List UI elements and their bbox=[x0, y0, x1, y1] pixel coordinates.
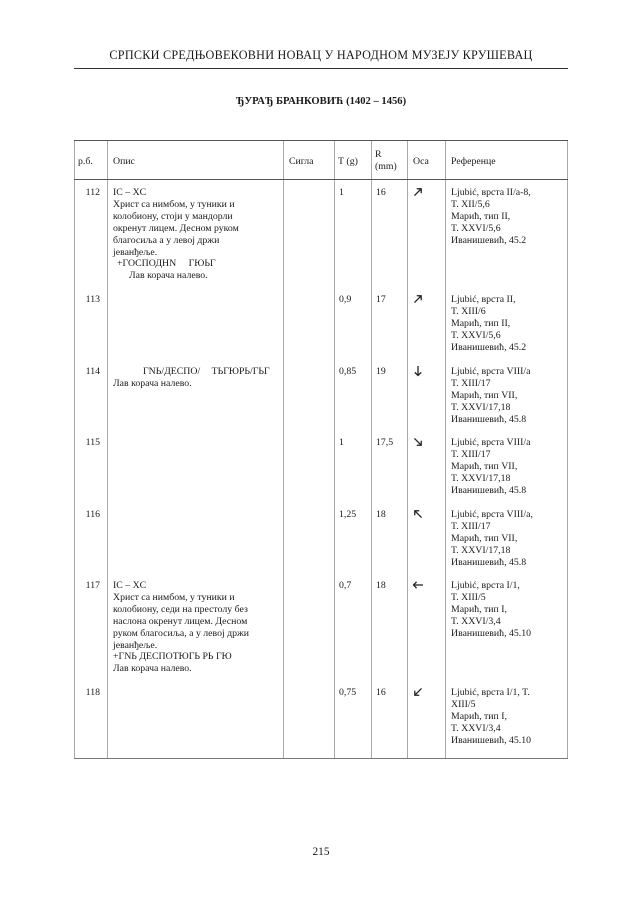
arrow-northeast-icon bbox=[412, 186, 426, 200]
reference-line: T. XXVI/17,18 bbox=[451, 544, 511, 556]
table-border-left bbox=[74, 141, 75, 758]
reference-line: Иванишевић, 45.10 bbox=[451, 627, 532, 639]
row-radius: 19 bbox=[376, 366, 386, 377]
arrow-southwest-icon bbox=[412, 686, 426, 700]
reference-line: Иванишевић, 45.2 bbox=[451, 341, 527, 353]
description-line: колобиону, стоји у мандорли bbox=[113, 210, 233, 222]
arrow-southeast-icon bbox=[412, 436, 426, 450]
reference-line: Иванишевић, 45.10 bbox=[451, 734, 532, 746]
reference-line: Марић, тип VII, bbox=[451, 460, 518, 472]
description-line: руком благосиља, а у левој држи bbox=[113, 627, 250, 639]
description-line: наслона окренут лицем. Десном bbox=[113, 615, 248, 627]
header-reference: Референце bbox=[451, 156, 496, 167]
description-line: окренут лицем. Десном руком bbox=[113, 222, 239, 234]
row-description bbox=[113, 366, 285, 390]
column-divider bbox=[107, 141, 108, 758]
reference-line: T. XII/5,6 bbox=[451, 198, 490, 210]
row-weight: 0,75 bbox=[339, 687, 357, 698]
row-reference bbox=[451, 580, 531, 640]
arrow-south-icon bbox=[412, 365, 426, 379]
header-rb: р.б. bbox=[78, 156, 93, 167]
column-divider bbox=[371, 141, 372, 758]
reference-line: Марић, тип II, bbox=[451, 317, 511, 329]
column-divider bbox=[407, 141, 408, 758]
reference-line: Марић, тип VII, bbox=[451, 532, 518, 544]
row-weight: 1,25 bbox=[339, 509, 357, 520]
reference-line: Ljubić, врста I/1, bbox=[451, 580, 520, 591]
reference-line: T. XXVI/17,18 bbox=[451, 401, 511, 413]
description-line: Христ са нимбом, у туники и bbox=[113, 198, 235, 210]
running-head: СРПСКИ СРЕДЊОВЕКОВНИ НОВАЦ У НАРОДНОМ МУЗЕЈУ КРУШЕВАЦ bbox=[109, 48, 533, 62]
reference-line: Марић, тип II, bbox=[451, 210, 511, 222]
description-line: IC – XC bbox=[113, 187, 147, 198]
row-reference bbox=[451, 509, 533, 569]
arrow-northeast-icon bbox=[412, 293, 426, 307]
description-line: Лав корача налево. bbox=[129, 270, 208, 282]
reference-line: Ljubić, врста VIII/a bbox=[451, 437, 531, 448]
header-radius: R bbox=[375, 149, 382, 160]
row-radius: 18 bbox=[376, 509, 386, 520]
legend-line: ГNЬ/ДЕСПО/ ТЬГЮРЬ/ГЬГ bbox=[143, 366, 270, 377]
reference-line: T. XIII/5 bbox=[451, 591, 486, 603]
reference-line: T. XIII/17 bbox=[451, 448, 491, 460]
arrow-west-icon bbox=[412, 579, 426, 593]
reference-line: T. XIII/17 bbox=[451, 377, 491, 389]
reference-line: Ljubić, врста VIII/a, bbox=[451, 509, 533, 520]
legend-line: +ГNЬ ДЕСПОТЮГЬ РЬ ГЮ bbox=[113, 651, 232, 663]
description-line: Лав корача налево. bbox=[113, 663, 192, 675]
reference-line: T. XXVI/5,6 bbox=[451, 222, 501, 234]
reference-line: T. XXVI/3,4 bbox=[451, 615, 501, 627]
reference-line: Марић, тип I, bbox=[451, 710, 507, 722]
description-line: колобиону, седи на престолу без bbox=[113, 603, 248, 615]
reference-line: T. XXVI/17,18 bbox=[451, 472, 511, 484]
row-number: 113 bbox=[85, 294, 100, 305]
reference-line: T. XXVI/3,4 bbox=[451, 722, 501, 734]
row-number: 115 bbox=[85, 437, 100, 448]
row-number: 118 bbox=[85, 687, 100, 698]
reference-line: Иванишевић, 45.8 bbox=[451, 413, 527, 425]
description-line: IC – XC bbox=[113, 580, 147, 591]
reference-line: Иванишевић, 45.8 bbox=[451, 484, 527, 496]
header-sigla: Сигла bbox=[289, 156, 314, 167]
header-opis: Опис bbox=[113, 156, 135, 167]
reference-line: XIII/5 bbox=[451, 698, 476, 710]
row-radius: 17,5 bbox=[376, 437, 394, 448]
description-line: јеванђеље. bbox=[113, 639, 158, 651]
row-weight: 1 bbox=[339, 187, 344, 198]
row-reference bbox=[451, 687, 531, 747]
reference-line: T. XIII/17 bbox=[451, 520, 491, 532]
row-weight: 0,7 bbox=[339, 580, 352, 591]
row-number: 117 bbox=[85, 580, 100, 591]
row-radius: 16 bbox=[376, 187, 386, 198]
row-weight: 0,85 bbox=[339, 366, 357, 377]
row-description bbox=[113, 187, 285, 282]
row-weight: 0,9 bbox=[339, 294, 352, 305]
coin-catalog-table bbox=[74, 140, 568, 759]
column-divider bbox=[445, 141, 446, 758]
page-number: 215 bbox=[312, 846, 330, 858]
row-reference bbox=[451, 187, 531, 247]
row-number: 112 bbox=[85, 187, 100, 198]
reference-line: Ljubić, врста VIII/a bbox=[451, 366, 531, 377]
description-line: Христ са нимбом, у туники и bbox=[113, 591, 235, 603]
row-radius: 17 bbox=[376, 294, 386, 305]
row-reference bbox=[451, 366, 530, 426]
header-radius-unit: (mm) bbox=[375, 161, 397, 172]
section-title: ЂУРАЂ БРАНКОВИЋ (1402 – 1456) bbox=[235, 96, 407, 107]
reference-line: T. XXVI/5,6 bbox=[451, 329, 501, 341]
reference-line: Ljubić, врста II/a-8, bbox=[451, 187, 531, 198]
arrow-northwest-icon bbox=[412, 508, 426, 522]
header-rule bbox=[74, 68, 568, 69]
header-rule-line bbox=[74, 179, 568, 180]
description-line: јеванђеље. bbox=[113, 246, 158, 258]
reference-line: Иванишевић, 45.8 bbox=[451, 556, 527, 568]
row-reference bbox=[451, 437, 530, 497]
reference-line: T. XIII/6 bbox=[451, 305, 486, 317]
description-line: Лав корача налево. bbox=[113, 377, 192, 389]
reference-line: Марић, тип I, bbox=[451, 603, 507, 615]
row-description bbox=[113, 580, 285, 675]
row-weight: 1 bbox=[339, 437, 344, 448]
reference-line: Марић, тип VII, bbox=[451, 389, 518, 401]
row-number: 114 bbox=[85, 366, 100, 377]
row-radius: 16 bbox=[376, 687, 386, 698]
reference-line: Иванишевић, 45.2 bbox=[451, 234, 527, 246]
table-border-right bbox=[567, 141, 568, 758]
header-weight: Т (g) bbox=[338, 156, 358, 167]
description-line: благосиља а у левој држи bbox=[113, 234, 220, 246]
header-axis: Оса bbox=[413, 156, 429, 167]
row-reference bbox=[451, 294, 526, 354]
row-radius: 18 bbox=[376, 580, 386, 591]
reference-line: Ljubić, врста I/1, T. bbox=[451, 687, 530, 698]
row-number: 116 bbox=[85, 509, 100, 520]
legend-line: +ГОСПОДНN ГЮЬГ bbox=[117, 258, 216, 270]
column-divider bbox=[334, 141, 335, 758]
reference-line: Ljubić, врста II, bbox=[451, 294, 516, 305]
